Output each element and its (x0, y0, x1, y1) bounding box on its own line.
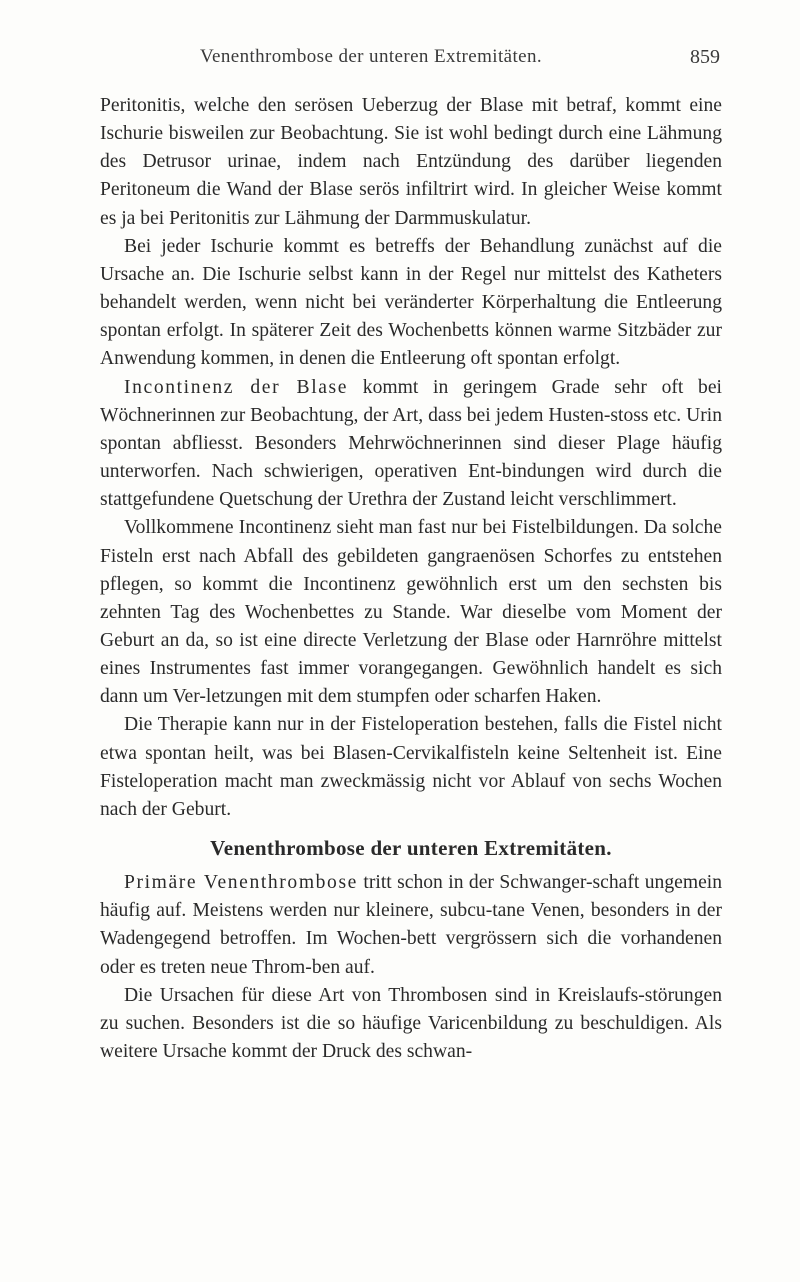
paragraph-peritonitis: Peritonitis, welche den serösen Ueberzug der Blase mit betraf, kommt eine Ischurie bisweilen zur Beobachtung. Sie ist wohl bedingt durch eine Lähmung des Detrusor urinae, indem nach Entzündung des darüber liegenden Peritoneum die Wand der Blase serös infiltrirt wird. In gleicher Weise kommt es ja bei Peritonitis zur Lähmung der Darmmuskulatur. (100, 95, 722, 229)
term-primaere-venenthrombose: Primäre Venenthrombose (124, 872, 358, 894)
paragraph-incontinenz (100, 374, 722, 515)
paragraph-ischurie-treatment: Bei jeder Ischurie kommt es betreffs der Behandlung zunächst auf die Ursache an. Die Ischurie selbst kann in der Regel nur mittelst des Katheters behandelt werden, wenn nicht bei veränderter Körperhaltung die Entleerung spontan erfolgt. In späterer Zeit des Wochenbetts können warme Sitzbäder zur Anwendung kommen, in denen die Entleerung oft spontan erfolgt. (100, 235, 722, 370)
paragraph-ursachen: Die Ursachen für diese Art von Thrombosen sind in Kreislaufs-störungen zu suchen. Besonders ist die so häufige Varicenbildung zu beschuldigen. Als weitere Ursache kommt der Druck des schwan- (100, 984, 722, 1062)
paragraph-incontinenz-text: kommt in geringem Grade sehr oft bei Wöchnerinnen zur Beobachtung, der Art, dass bei jedem Husten-stoss etc. Urin spontan abfliesst. Besonders Mehrwöchnerinnen sind dieser Plage häufig unterworfen. Nach schwierigen, operativen Ent-bindungen wird durch die stattgefundene Quetschung der Urethra der Zustand leicht verschlimmert. (100, 376, 722, 511)
page-number: 859 (690, 46, 720, 68)
running-header (100, 46, 720, 78)
paragraph-vollkommene-incontinenz: Vollkommene Incontinenz sieht man fast nur bei Fistelbildungen. Da solche Fisteln erst nach Abfall des gebildeten gangraenösen Schorfes zu entstehen pflegen, so kommt die Incontinenz gewöhnlich erst um den sechsten bis zehnten Tag des Wochenbettes zu Stande. War dieselbe vom Moment der Geburt an da, so ist eine directe Verletzung der Blase oder Harnröhre mittelst eines Instrumentes fast immer vorangegangen. Gewöhnlich handelt es sich dann um Ver-letzungen mit dem stumpfen oder scharfen Haken. (100, 517, 722, 708)
term-incontinenz-der-blase: Incontinenz der Blase (124, 376, 349, 398)
paragraph-primaere-venenthrombose-text: tritt schon in der Schwanger-schaft ungemein häufig auf. Meistens werden nur kleinere, subcu-tane Venen, besonders in der Wadengegend betroffen. Im Wochen-bett vergrössern sich die vorhandenen oder es treten neue Throm-ben auf. (100, 872, 723, 978)
body-text (100, 92, 722, 1066)
paragraph-primaere-venenthrombose (100, 869, 722, 982)
running-title: Venenthrombose der unteren Extremitäten. (200, 46, 543, 67)
paragraph-therapie: Die Therapie kann nur in der Fisteloperation bestehen, falls die Fistel nicht etwa spontan heilt, was bei Blasen-Cervikalfisteln keine Seltenheit ist. Eine Fisteloperation macht man zweckmässig nicht vor Ablauf von sechs Wochen nach der Geburt. (100, 714, 722, 820)
section-heading: Venenthrombose der unteren Extremitäten. (210, 836, 612, 861)
